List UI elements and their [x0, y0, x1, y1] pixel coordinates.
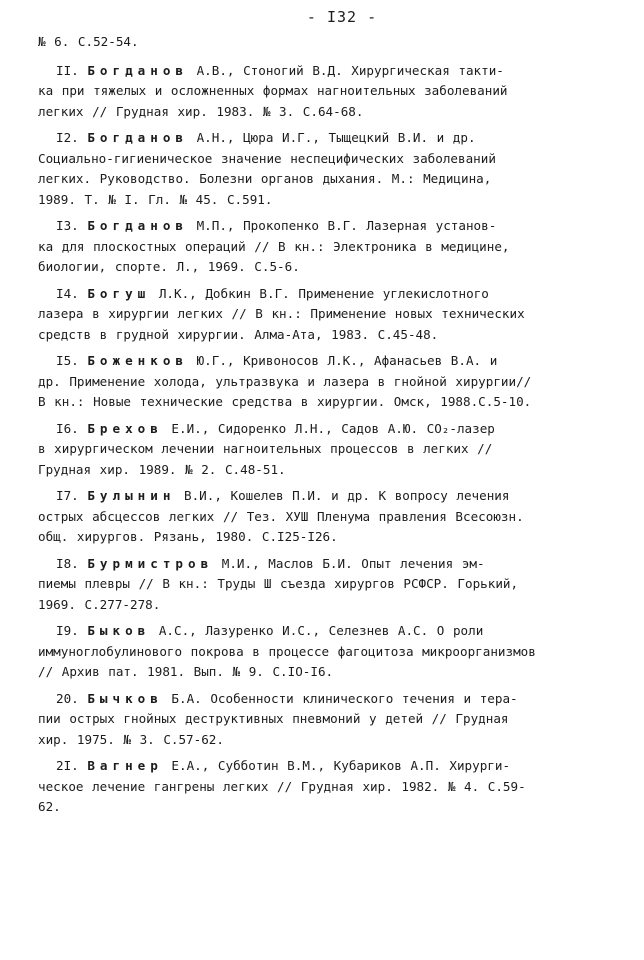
- reference-list: [38, 61, 606, 818]
- reference-item: [38, 128, 606, 210]
- reference-text: Ю.Г., Кривоносов Л.К., Афанасьев В.А. и: [188, 353, 498, 368]
- reference-author: Булынин: [87, 488, 176, 503]
- reference-line: [38, 128, 606, 149]
- reference-line: 1969. С.277-278.: [38, 596, 161, 612]
- reference-text: В.И., Кошелев П.И. и др. К вопросу лечения: [175, 488, 510, 503]
- reference-number: 20.: [56, 690, 79, 706]
- reference-number: 2I.: [56, 758, 79, 773]
- reference-author: Бурмистров: [87, 555, 214, 571]
- reference-line: [38, 216, 606, 237]
- reference-item: [38, 554, 606, 616]
- reference-line: средств в грудной хирургии. Алма-Ата, 1983. С.45-48.: [38, 326, 439, 342]
- reference-author: Брехов: [87, 420, 163, 436]
- reference-item: [38, 756, 606, 818]
- reference-item: [38, 689, 606, 751]
- reference-number: I9.: [56, 623, 79, 638]
- reference-line: [38, 689, 606, 710]
- page-number: - I32 -: [306, 8, 378, 26]
- reference-line: ческое лечение гангрены легких // Грудная хир. 1982. № 4. С.59-: [38, 778, 526, 794]
- reference-author: Богданов: [87, 62, 189, 78]
- reference-number: I2.: [56, 130, 79, 145]
- reference-line: легких // Грудная хир. 1983. № 3. С.64-68.: [38, 103, 364, 119]
- reference-line: // Архив пат. 1981. Вып. № 9. С.IO-I6.: [38, 664, 334, 679]
- reference-text: А.В., Стоногий В.Д. Хирургическая такти-: [188, 62, 504, 78]
- reference-line: [38, 61, 606, 82]
- reference-line: 1989. Т. № I. Гл. № 45. С.591.: [38, 191, 273, 207]
- reference-line: в хирургическом лечении нагноительных процессов в легких //: [38, 441, 493, 456]
- reference-number: I5.: [56, 353, 79, 368]
- reference-item: [38, 621, 606, 683]
- reference-text: Б.А. Особенности клинического течения и тера-: [162, 690, 518, 706]
- reference-item: [38, 486, 606, 548]
- reference-number: I8.: [56, 555, 79, 571]
- reference-text: М.П., Прокопенко В.Г. Лазерная установ-: [188, 218, 497, 233]
- reference-line: Грудная хир. 1989. № 2. С.48-51.: [38, 461, 286, 477]
- reference-line: хир. 1975. № 3. С.57-62.: [38, 731, 224, 747]
- reference-line: ка при тяжелых и осложненных формах нагноительных заболеваний: [38, 83, 508, 98]
- reference-continuation: [38, 32, 606, 53]
- reference-item: [38, 61, 606, 123]
- reference-text: А.С., Лазуренко И.С., Селезнев А.С. О роли: [150, 623, 484, 638]
- reference-line: В кн.: Новые технические средства в хирургии. Омск, 1988.С.5-10.: [38, 394, 532, 409]
- reference-line: легких. Руководство. Болезни органов дыхания. М.: Медицина,: [38, 171, 492, 186]
- reference-number: I6.: [56, 420, 79, 436]
- reference-line: лазера в хирургии легких // В кн.: Применение новых технических: [38, 306, 525, 321]
- reference-line: [38, 756, 606, 777]
- reference-author: Богданов: [87, 218, 189, 233]
- reference-line: иммуноглобулинового покрова в процессе фагоцитоза микроорганизмов: [38, 643, 536, 659]
- reference-line: Социально-гигиеническое значение неспецифических заболеваний: [38, 150, 496, 166]
- reference-number: I4.: [56, 285, 79, 301]
- reference-line: [38, 554, 606, 575]
- reference-line: ка для плоскостных операций // В кн.: Электроника в медицине,: [38, 238, 510, 254]
- reference-text: А.Н., Цюра И.Г., Тыщецкий В.И. и др.: [188, 130, 476, 145]
- reference-line: острых абсцессов легких // Тез. ХУШ Пленума правления Всесоюзн.: [38, 508, 524, 524]
- reference-line: [38, 284, 606, 305]
- reference-line: [38, 419, 606, 440]
- reference-line: [38, 351, 606, 372]
- reference-text: Л.К., Добкин В.Г. Применение углекислотного: [150, 285, 489, 301]
- reference-author: Богданов: [87, 130, 189, 145]
- reference-number: II.: [56, 62, 79, 78]
- reference-text: Е.И., Сидоренко Л.Н., Садов А.Ю. CO₂-лазер: [162, 420, 495, 436]
- reference-line: др. Применение холода, ультразвука и лазера в гнойной хирургии//: [38, 373, 532, 389]
- reference-number: I7.: [56, 488, 79, 503]
- reference-line: биологии, спорте. Л., 1969. С.5-6.: [38, 259, 300, 274]
- reference-item: [38, 284, 606, 346]
- reference-line: пиемы плевры // В кн.: Труды Ш съезда хирургов РСФСР. Горький,: [38, 576, 519, 591]
- reference-line: общ. хирургов. Рязань, 1980. С.I25-I26.: [38, 529, 338, 544]
- reference-author: Бычков: [87, 690, 163, 706]
- reference-line: 62.: [38, 799, 61, 814]
- reference-text: Е.А., Субботин В.М., Кубариков А.П. Хирурги-: [162, 758, 511, 773]
- reference-number: I3.: [56, 218, 79, 233]
- reference-text: М.И., Маслов Б.И. Опыт лечения эм-: [213, 555, 485, 571]
- reference-author: Боженков: [87, 353, 189, 368]
- reference-line: [38, 621, 606, 642]
- reference-item: [38, 419, 606, 481]
- reference-author: Богуш: [87, 285, 151, 301]
- reference-line: пии острых гнойных деструктивных пневмоний у детей // Грудная: [38, 711, 509, 726]
- reference-author: Быков: [87, 623, 151, 638]
- reference-item: [38, 216, 606, 278]
- reference-author: Вагнер: [87, 758, 163, 773]
- reference-line: № 6. С.52-54.: [38, 34, 139, 49]
- reference-line: [38, 486, 606, 507]
- reference-item: [38, 351, 606, 413]
